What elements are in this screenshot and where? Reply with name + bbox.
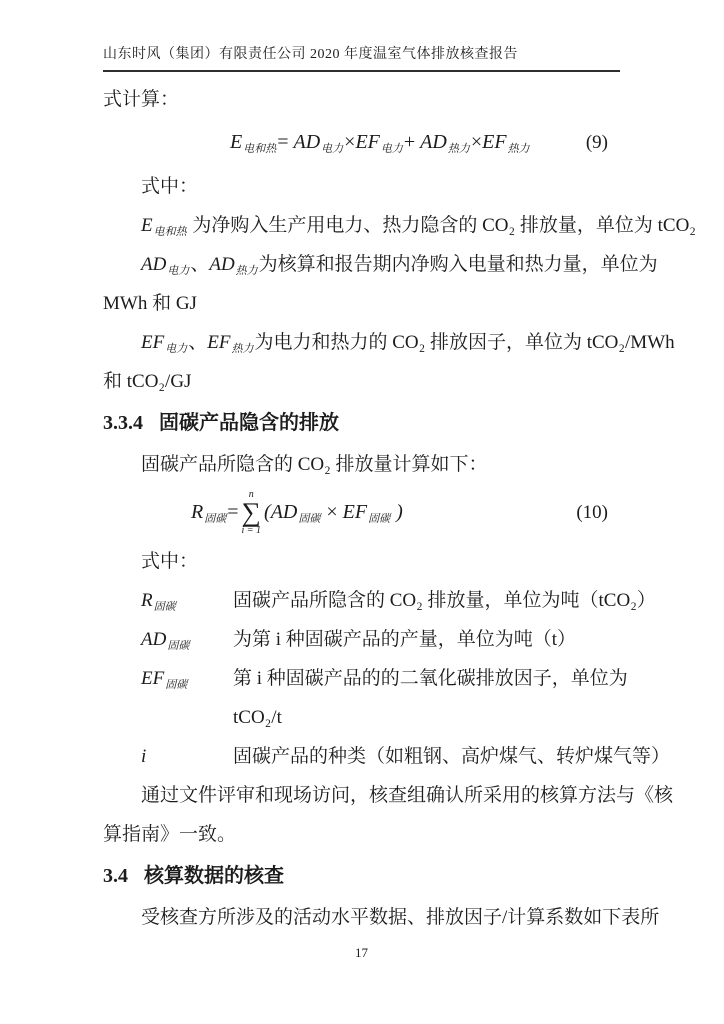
text-segment: 和 tCO₂/GJ xyxy=(103,371,192,392)
section-title: 固碳产品隐含的排放 xyxy=(159,412,339,434)
definition-e-line xyxy=(103,206,696,245)
text-segment: 式中： xyxy=(141,176,199,197)
subscript-text: 热力 xyxy=(231,343,254,355)
subscript-text: 电和热 xyxy=(153,226,187,238)
text-segment: R xyxy=(141,590,153,611)
text-segment: 、 xyxy=(188,332,208,353)
formula-10 xyxy=(103,484,620,542)
paragraph-solid-carbon-intro xyxy=(103,445,620,484)
definition-term xyxy=(141,581,233,620)
text-segment: E xyxy=(141,215,153,236)
paragraph-data-verification xyxy=(103,898,660,937)
text-segment: AD xyxy=(141,629,167,650)
subscript-text: 固碳 xyxy=(153,601,176,613)
subscript-text: 热力 xyxy=(507,142,530,155)
formula-10-rhs xyxy=(264,501,403,526)
definition-term xyxy=(141,659,233,698)
text-segment: 、 xyxy=(190,254,210,275)
definition-row-ad xyxy=(103,620,620,659)
text-segment: 固碳产品所隐含的 CO₂ 排放量计算如下： xyxy=(141,454,488,475)
paragraph-formula-intro xyxy=(103,80,620,119)
formula-9-number: (9) xyxy=(585,132,608,153)
text-segment: 式计算： xyxy=(103,89,180,110)
summation-upper-limit: n xyxy=(248,489,254,500)
text-segment: 第 i 种固碳产品的的二氧化碳排放因子，单位为 xyxy=(233,668,628,689)
text-segment: 固碳产品的种类（如粗钢、高炉煤气、转炉煤气等） xyxy=(233,746,671,767)
section-heading-3-4 xyxy=(103,854,620,898)
summation-symbol xyxy=(242,490,262,536)
formula-9 xyxy=(103,119,620,167)
paragraph-where-2 xyxy=(103,542,620,581)
subscript-text: 电力 xyxy=(165,343,188,355)
text-segment: AD xyxy=(141,254,167,275)
definition-row-ef-units xyxy=(103,698,620,737)
text-segment: 固碳产品所隐含的 CO₂ 排放量，单位为吨（tCO₂） xyxy=(233,590,656,611)
text-segment: EF xyxy=(355,130,380,153)
definition-ad-line xyxy=(103,245,658,284)
paragraph-where-1 xyxy=(103,167,620,206)
text-segment: 为第 i 种固碳产品的产量，单位为吨（t） xyxy=(233,629,577,650)
section-title: 核算数据的核查 xyxy=(144,865,284,887)
paragraph-verification-1 xyxy=(103,776,674,815)
text-segment: MWh 和 GJ xyxy=(103,293,197,314)
definition-ef-line xyxy=(103,323,675,362)
subscript-text: 固碳 xyxy=(204,512,227,525)
subscript-text: 固碳 xyxy=(165,679,188,691)
text-segment: × xyxy=(470,130,483,153)
text-segment: R xyxy=(191,500,204,523)
section-number: 3.3.4 xyxy=(103,412,143,434)
subscript-text: 热力 xyxy=(235,265,258,277)
page-number: 17 xyxy=(355,945,368,960)
text-segment: E xyxy=(230,130,243,153)
text-segment: = xyxy=(277,130,294,153)
text-segment: EF xyxy=(342,500,368,523)
page-header: 山东时风（集团）有限责任公司 2020 年度温室气体排放核查报告 xyxy=(103,46,620,72)
section-number: 3.4 xyxy=(103,865,128,887)
text-segment: AD xyxy=(420,130,447,153)
document-body xyxy=(103,72,696,937)
text-segment: 受核查方所涉及的活动水平数据、排放因子/计算系数如下表所 xyxy=(141,907,660,928)
text-segment: = xyxy=(227,500,239,523)
definition-text xyxy=(233,659,628,698)
summation-lower-limit: i = 1 xyxy=(241,525,262,536)
text-segment: 为电力和热力的 CO₂ 排放因子，单位为 tCO₂/MWh xyxy=(254,332,675,353)
text-segment: EF xyxy=(482,130,507,153)
text-segment: i xyxy=(141,746,147,767)
subscript-text: 固碳 xyxy=(167,640,190,652)
definition-text xyxy=(233,581,656,620)
text-segment: EF xyxy=(141,668,165,689)
text-segment: × xyxy=(321,500,343,523)
text-segment: ( xyxy=(264,500,271,523)
formula-10-lhs xyxy=(191,501,239,526)
text-segment: × xyxy=(344,130,356,153)
subscript-text: 电和热 xyxy=(243,142,277,155)
text-segment: AD xyxy=(293,130,321,153)
definition-text xyxy=(233,620,620,659)
text-segment: + xyxy=(403,130,421,153)
text-segment: 算指南》一致。 xyxy=(103,824,237,845)
text-segment: 为净购入生产用电力、热力隐含的 CO₂ 排放量，单位为 tCO₂ xyxy=(187,215,696,236)
definition-term xyxy=(141,698,233,737)
definition-term xyxy=(141,620,233,659)
text-segment: EF xyxy=(207,332,231,353)
definition-ef-units-line xyxy=(103,362,620,401)
subscript-text: 电力 xyxy=(321,142,344,155)
text-segment: ) xyxy=(391,500,403,523)
text-segment: EF xyxy=(141,332,165,353)
text-segment: 为核算和报告期内净购入电量和热力量，单位为 xyxy=(258,254,658,275)
definition-text xyxy=(233,737,670,776)
definition-term xyxy=(141,737,233,776)
subscript-text: 电力 xyxy=(380,142,403,155)
text-segment: tCO₂/t xyxy=(233,707,282,728)
subscript-text: 热力 xyxy=(447,142,470,155)
text-segment: AD xyxy=(209,254,235,275)
definition-row-ef xyxy=(103,659,628,698)
subscript-text: 固碳 xyxy=(298,512,321,525)
definition-row-r xyxy=(103,581,656,620)
subscript-text: 电力 xyxy=(167,265,190,277)
text-segment: 通过文件评审和现场访问，核查组确认所采用的核算方法与《核 xyxy=(141,785,674,806)
section-heading-3-3-4 xyxy=(103,401,620,445)
formula-9-expression xyxy=(230,131,531,156)
text-segment: 式中： xyxy=(141,551,199,572)
text-segment: AD xyxy=(270,500,298,523)
paragraph-verification-2 xyxy=(103,815,620,854)
definition-text xyxy=(233,698,620,737)
definition-row-i xyxy=(103,737,671,776)
subscript-text: 固碳 xyxy=(368,512,391,525)
sigma-icon: ∑ xyxy=(241,497,261,527)
definition-ad-units-line xyxy=(103,284,620,323)
formula-10-number: (10) xyxy=(576,502,608,523)
